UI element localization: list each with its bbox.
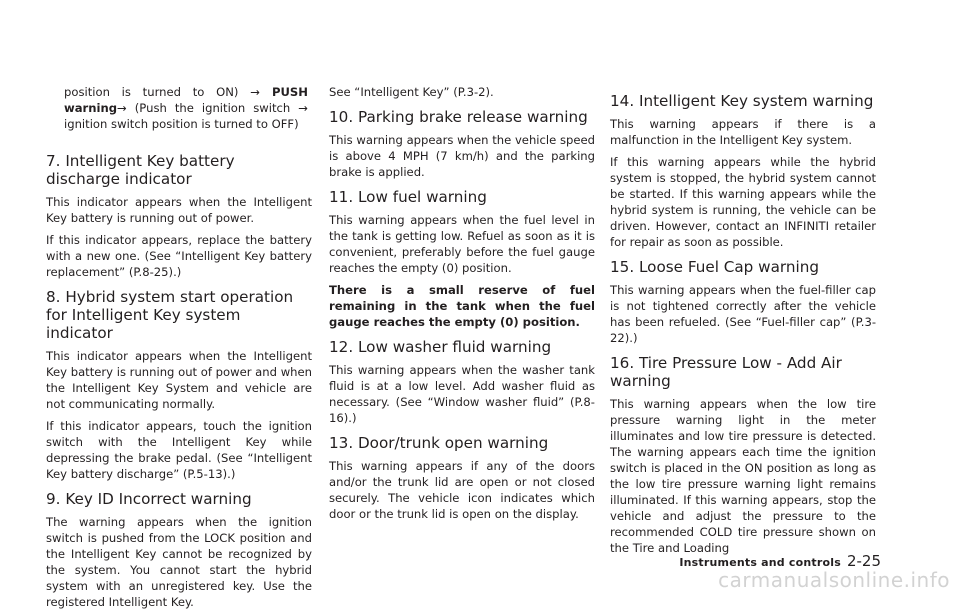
column-middle [329,84,595,528]
section-heading: 9. Key ID Incorrect warning [46,490,252,508]
section-heading: 11. Low fuel warning [329,188,487,206]
paragraph: This warning appears when the vehicle speed is above 4 MPH (7 km/h) and the parking brake is applied. [329,133,595,179]
watermark: carmanualsonline.info [718,568,950,592]
footer-section-title: Instruments and controls [679,556,841,569]
paragraph: If this indicator appears, replace the battery with a new one. (See “Intelligent Key battery replacement” (P.8-25).) [46,233,312,279]
section-heading: 14. Intelligent Key system warning [610,92,874,110]
section-heading: 12. Low washer fluid warning [329,338,552,356]
paragraph: If this warning appears while the hybrid system is stopped, the hybrid system cannot be started. If this warning appears while the hybrid system is running, the vehicle can be driven. However, contact an INFINITI retailer for repair as soon as possible. [610,155,876,249]
paragraph: See “Intelligent Key” (P.3-2). [329,85,494,99]
paragraph: This warning appears when the washer tank fluid is at a low level. Add washer fluid as necessary. (See “Window washer fluid” (P.8-16).) [329,363,595,425]
section-heading: 15. Loose Fuel Cap warning [610,258,819,276]
arrow-icon: → [298,101,308,115]
arrow-icon: → [250,85,260,99]
paragraph: This warning appears when the fuel-filler cap is not tightened correctly after the vehicle has been refueled. (See “Fuel-filler cap” (P.3-22).) [610,283,876,345]
paragraph: This indicator appears when the Intelligent Key battery is running out of power. [46,195,312,225]
section-heading: 16. Tire Pressure Low - Add Air warning [610,354,842,390]
section-heading: 8. Hybrid system start operation for Intelligent Key system indicator [46,288,294,342]
paragraph: This warning appears when the fuel level in the tank is getting low. Refuel as soon as it is convenient, preferably before the fuel gauge reaches the empty (0) position. [329,213,595,275]
paragraph: If this indicator appears, touch the ignition switch with the Intelligent Key while depressing the brake pedal. (See “Intelligent Key battery discharge” (P.5-13).) [46,419,312,481]
section-heading: 10. Parking brake release warning [329,108,588,126]
paragraph: This indicator appears when the Intelligent Key battery is running out of power and when the Intelligent Key System and vehicle are not communicating normally. [46,349,312,411]
paragraph: This warning appears if any of the doors and/or the trunk lid are open or not closed securely. The vehicle icon indicates which door or the trunk lid is open on the display. [329,459,595,521]
column-right [610,84,876,562]
section-heading: 13. Door/trunk open warning [329,434,549,452]
paragraph: The warning appears when the ignition switch is pushed from the LOCK position and the Intelligent Key cannot be recognized by the system. You cannot start the hybrid system with an unregistered key. Use the registered Intelligent Key. [46,515,312,609]
paragraph: This warning appears if there is a malfunction in the Intelligent Key system. [610,117,876,147]
paragraph: This warning appears when the low tire pressure warning light in the meter illuminates and low tire pressure is detected. The warning appears each time the ignition switch is placed in the ON position as long as the low tire pressure warning light remains illuminated. If this warning appears, stop the vehicle and adjust the pressure to the recommended COLD tire pressure shown on the Tire and Loading [610,397,876,555]
page-number: 2-25 [846,552,881,570]
section-heading: 7. Intelligent Key battery discharge indicator [46,152,235,188]
paragraph-bold: There is a small reserve of fuel remaining in the tank when the fuel gauge reaches the empty (0) position. [329,283,595,329]
continuation-text: position is turned to ON) → PUSH warning→ (Push the ignition switch → ignition switch position is turned to OFF) [64,85,308,131]
arrow-icon: → [117,101,127,115]
column-left [46,152,312,616]
